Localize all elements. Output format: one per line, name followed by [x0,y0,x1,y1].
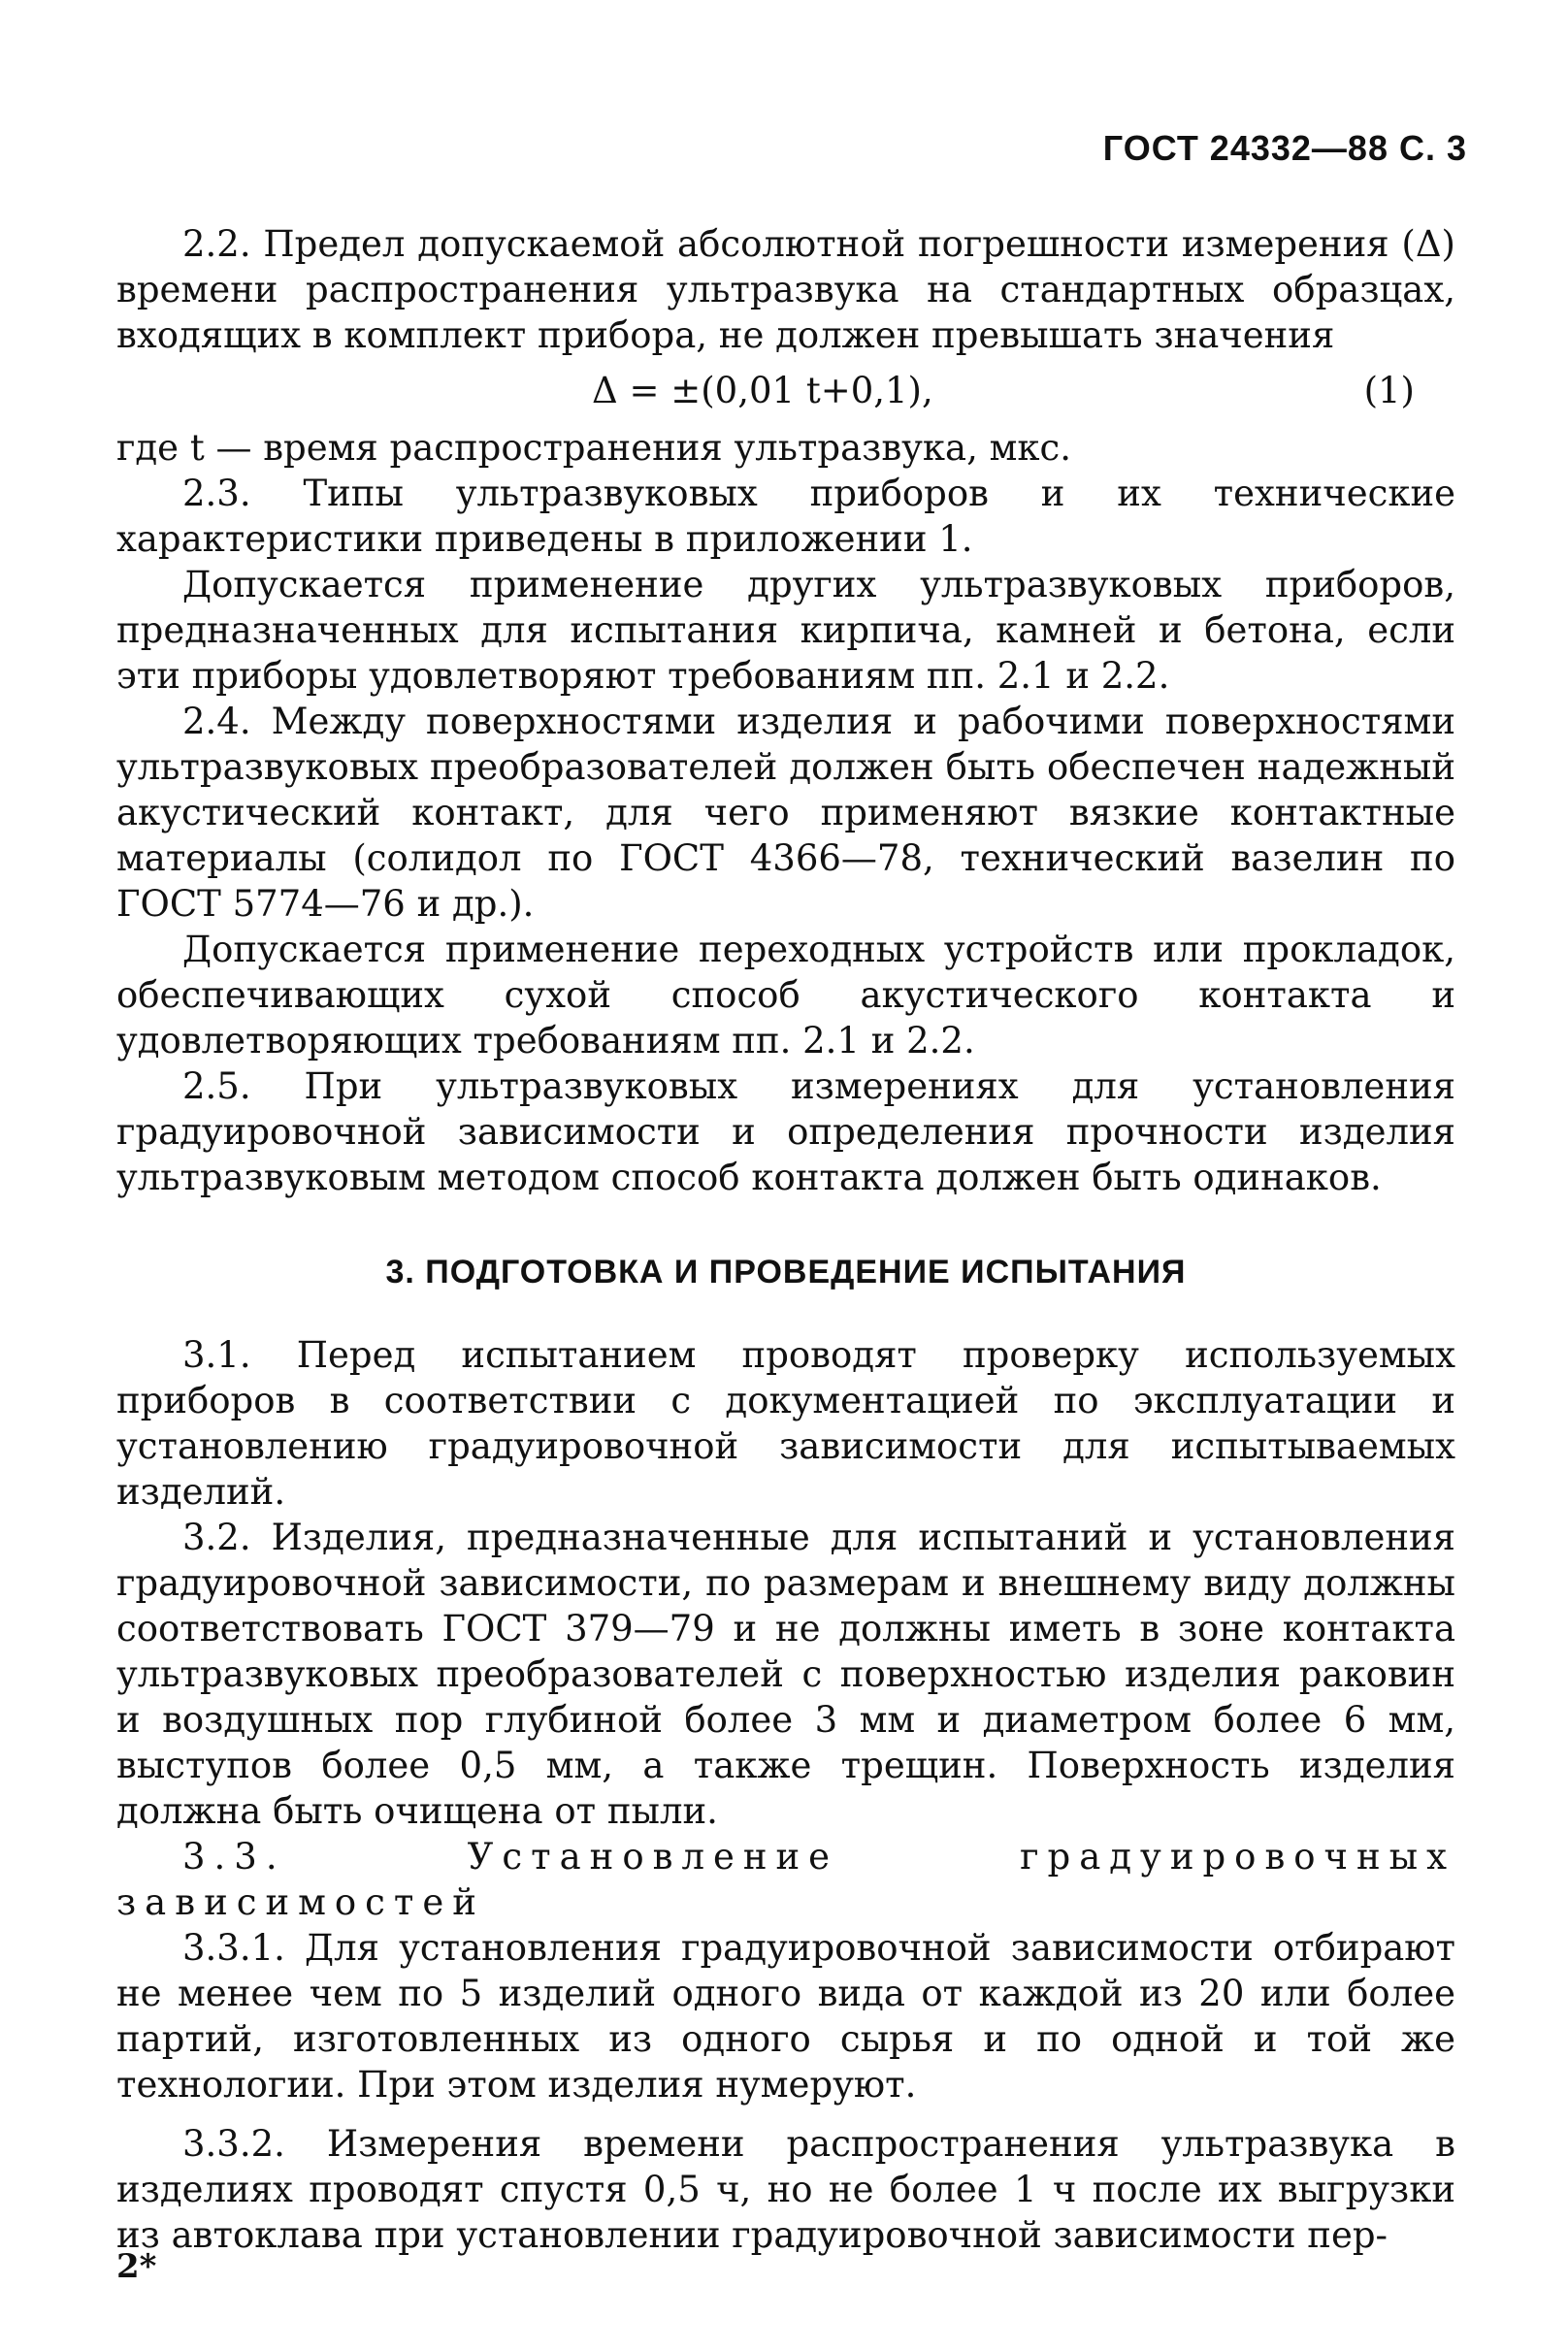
paragraph-3-2: 3.2. Изделия, предназначенные для испытаний и установления градуировочной зависимости, по размерам и внешнему виду должны соответствовать ГОСТ 379—79 и не должны иметь в зоне контакта ультразвуковых преобразователей с поверхностью изделия раковин и воздушных пор глубиной более 3 мм и диаметром более 6 мм, выступов более 0,5 мм, а также трещин. Поверхность изделия должна быть очищена от пыли. [116,1517,1455,1832]
paragraph-2-3: 2.3. Типы ультразвуковых приборов и их технические характеристики приведены в приложении 1. [116,473,1455,560]
paragraph-2-4b: Допускается применение переходных устройств или прокладок, обеспечивающих сухой способ акустического контакта и удовлетворяющих требованиям пп. 2.1 и 2.2. [116,929,1455,1062]
paragraph-2-5: 2.5. При ультразвуковых измерениях для установления градуировочной зависимости и определения прочности изделия ультразвуковым методом способ контакта должен быть одинаков. [116,1065,1455,1198]
paragraph-2-2: 2.2. Предел допускаемой абсолютной погрешности измерения (Δ) времени распространения ультразвука на стандартных образцах, входящих в комплект прибора, не должен превышать значения [116,223,1455,356]
paragraph-3-3-2: 3.3.2. Измерения времени распространения ультразвука в изделиях проводят спустя 0,5 ч, но не более 1 ч после их выгрузки из автоклава при установлении градуировочной зависимости пер- [116,2123,1455,2256]
document-body [116,221,1455,2258]
paragraph-where: где t — время распространения ультразвука, мкс. [116,427,1072,469]
section-title: 3. ПОДГОТОВКА И ПРОВЕДЕНИЕ ИСПЫТАНИЯ [385,1254,1187,1290]
paragraph-3-3-1: 3.3.1. Для установления градуировочной зависимости отбирают не менее чем по 5 изделий одного вида от каждой из 20 или более партий, изготовленных из одного сырья и по одной и той же технологии. При этом изделия нумеруют. [116,1927,1455,2106]
formula: Δ = ±(0,01 t+0,1), [592,370,933,411]
subsection-3-3-title: 3.3. Установление градуировочных зависимостей [116,1836,1455,1923]
page-header: ГОСТ 24332—88 С. 3 [1102,128,1467,168]
paragraph-3-1: 3.1. Перед испытанием проводят проверку используемых приборов в соответствии с документацией по эксплуатации и установлению градуировочной зависимости для испытываемых изделий. [116,1334,1455,1513]
paragraph-2-3b: Допускается применение других ультразвуковых приборов, предназначенных для испытания кирпича, камней и бетона, если эти приборы удовлетворяют требованиям пп. 2.1 и 2.2. [116,564,1455,697]
footer-mark: 2* [116,2247,157,2286]
formula-row [116,368,1455,413]
formula-number: (1) [1363,370,1415,411]
paragraph-2-4: 2.4. Между поверхностями изделия и рабочими поверхностями ультразвуковых преобразователей должен быть обеспечен надежный акустический контакт, для чего применяют вязкие контактные материалы (солидол по ГОСТ 4366—78, технический вазелин по ГОСТ 5774—76 и др.). [116,701,1455,925]
